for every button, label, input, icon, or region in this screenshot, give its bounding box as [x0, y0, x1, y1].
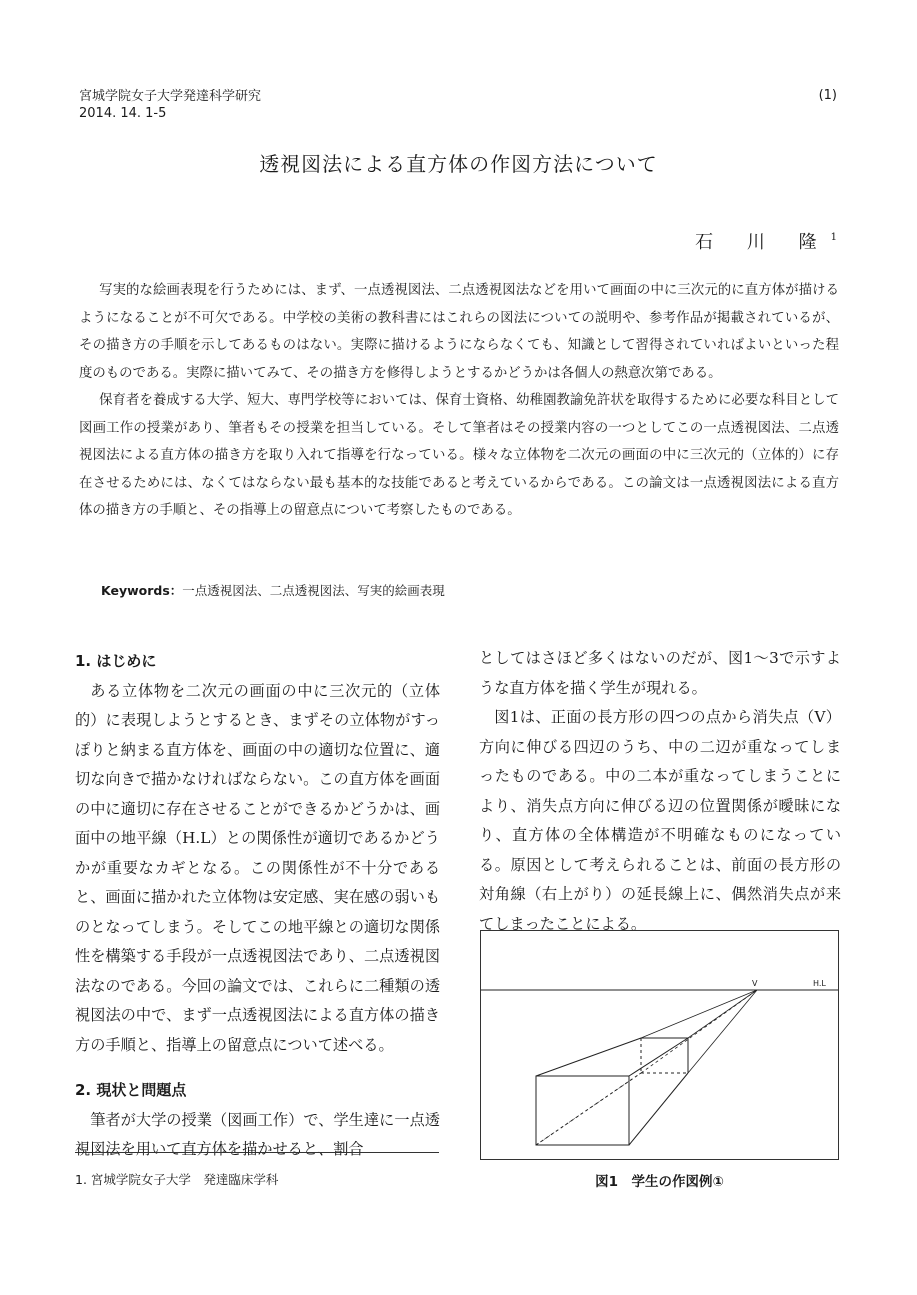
figure-1-caption: 図1 学生の作図例① — [595, 1174, 724, 1190]
journal-volume: 2014. 14. 1-5 — [79, 106, 167, 121]
journal-info — [79, 88, 261, 122]
paper-title: 透視図法による直方体の作図方法について — [259, 152, 658, 176]
author-affiliation-mark: 1 — [830, 232, 837, 243]
footnote: 1. 宮城学院女子大学 発達臨床学科 — [75, 1172, 279, 1187]
keywords — [101, 581, 445, 599]
vp-line — [688, 990, 757, 1073]
right-column — [479, 644, 841, 939]
author-name: 石 川 隆 — [695, 232, 831, 253]
abstract-paragraph: 保育者を養成する大学、短大、専門学校等においては、保育士資格、幼稚園教諭免許状を取得するために必要な科目として図画工作の授業があり、筆者もその授業を担当している。そして筆者はその授業内容の一つとしてこの一点透視図法、二点透視図法による直方体の描き方を取り入れて指導を行なっている。様々な立体物を二次元の画面の中に三次元的（立体的）に存在させるためには、なくてはならない最も基本的な技能であると考えているからである。この論文は一点透視図法による直方体の描き方の手順と、その指導上の留意点について考察したものである。 — [79, 393, 839, 518]
abstract — [79, 277, 839, 525]
section-heading: 1. はじめに — [75, 652, 157, 670]
horizon-line-label: H.L — [813, 979, 826, 988]
section-body-continued: としてはさほど多くはないのだが、図1～3で示すような直方体を描く学生が現れる。 — [479, 649, 841, 697]
spacer — [75, 1060, 440, 1076]
figure-1-drawing — [481, 931, 838, 1159]
author — [695, 228, 837, 254]
journal-name: 宮城学院女子大学発達科学研究 — [79, 89, 262, 104]
vp-line-hidden — [641, 990, 757, 1073]
page-number: (1) — [818, 88, 837, 103]
vanishing-point-label: V — [752, 979, 758, 988]
footnote-rule — [75, 1152, 439, 1153]
section-heading: 2. 現状と問題点 — [75, 1081, 187, 1099]
keywords-text: 一点透視図法、二点透視図法、写実的絵画表現 — [182, 583, 445, 598]
figure-1 — [480, 930, 839, 1160]
receding-edge-bottom-left-hidden — [536, 1073, 641, 1145]
abstract-paragraph: 写実的な絵画表現を行うためには、まず、一点透視図法、二点透視図法などを用いて画面の中に三次元的に直方体が描けるようになることが不可欠である。中学校の美術の教科書にはこれらの図法についての説明や、参考作品が掲載されているが、その描き方の手順を示してあるものはない。実際に描けるようにならなくても、知識として習得されていればよいといった程度のものである。実際に描いてみて、その描き方を修得しようとするかどうかは各個人の熱意次第である。 — [79, 283, 839, 381]
section-body: 筆者が大学の授業（図画工作）で、学生達に一点透視図法を用いて直方体を描かせると、割合 — [75, 1110, 440, 1158]
receding-edge-top-left — [536, 1038, 641, 1076]
front-face — [536, 1076, 629, 1145]
receding-edge-top-right — [629, 1038, 688, 1076]
section-body: ある立体物を二次元の画面の中に三次元的（立体的）に表現しようとするとき、まずその立体物がすっぽりと納まる直方体を、画面の中の適切な位置に、適切な向きで描かなければならない。この直方体を画面の中に適切に存在させることができるかどうかは、画面中の地平線（H.L）との関係性が適切であるかどうかが重要なカギとなる。この関係性が不十分であると、画面に描かれた立体物は安定感、実在感の弱いものとなってしまう。そしてこの地平線との適切な関係性を構築する手段が一点透視図法であり、二点透視図法なのである。今回の論文では、これらに二種類の透視図法の中で、まず一点透視図法による直方体の描き方の手順と、指導上の留意点について述べる。 — [75, 681, 440, 1054]
receding-edge-bottom-right — [629, 1073, 688, 1145]
section-body: 図1は、正面の長方形の四つの点から消失点（V）方向に伸びる四辺のうち、中の二辺が重なってしまったものである。中の二本が重なってしまうことにより、消失点方向に伸びる辺の位置関係が曖昧になり、直方体の全体構造が不明確なものになっている。原因として考えられることは、前面の長方形の対角線（右上がり）の延長線上に、偶然消失点が来てしまったことによる。 — [479, 708, 841, 933]
keywords-label: Keywords： — [101, 583, 183, 598]
left-column — [75, 647, 440, 1165]
